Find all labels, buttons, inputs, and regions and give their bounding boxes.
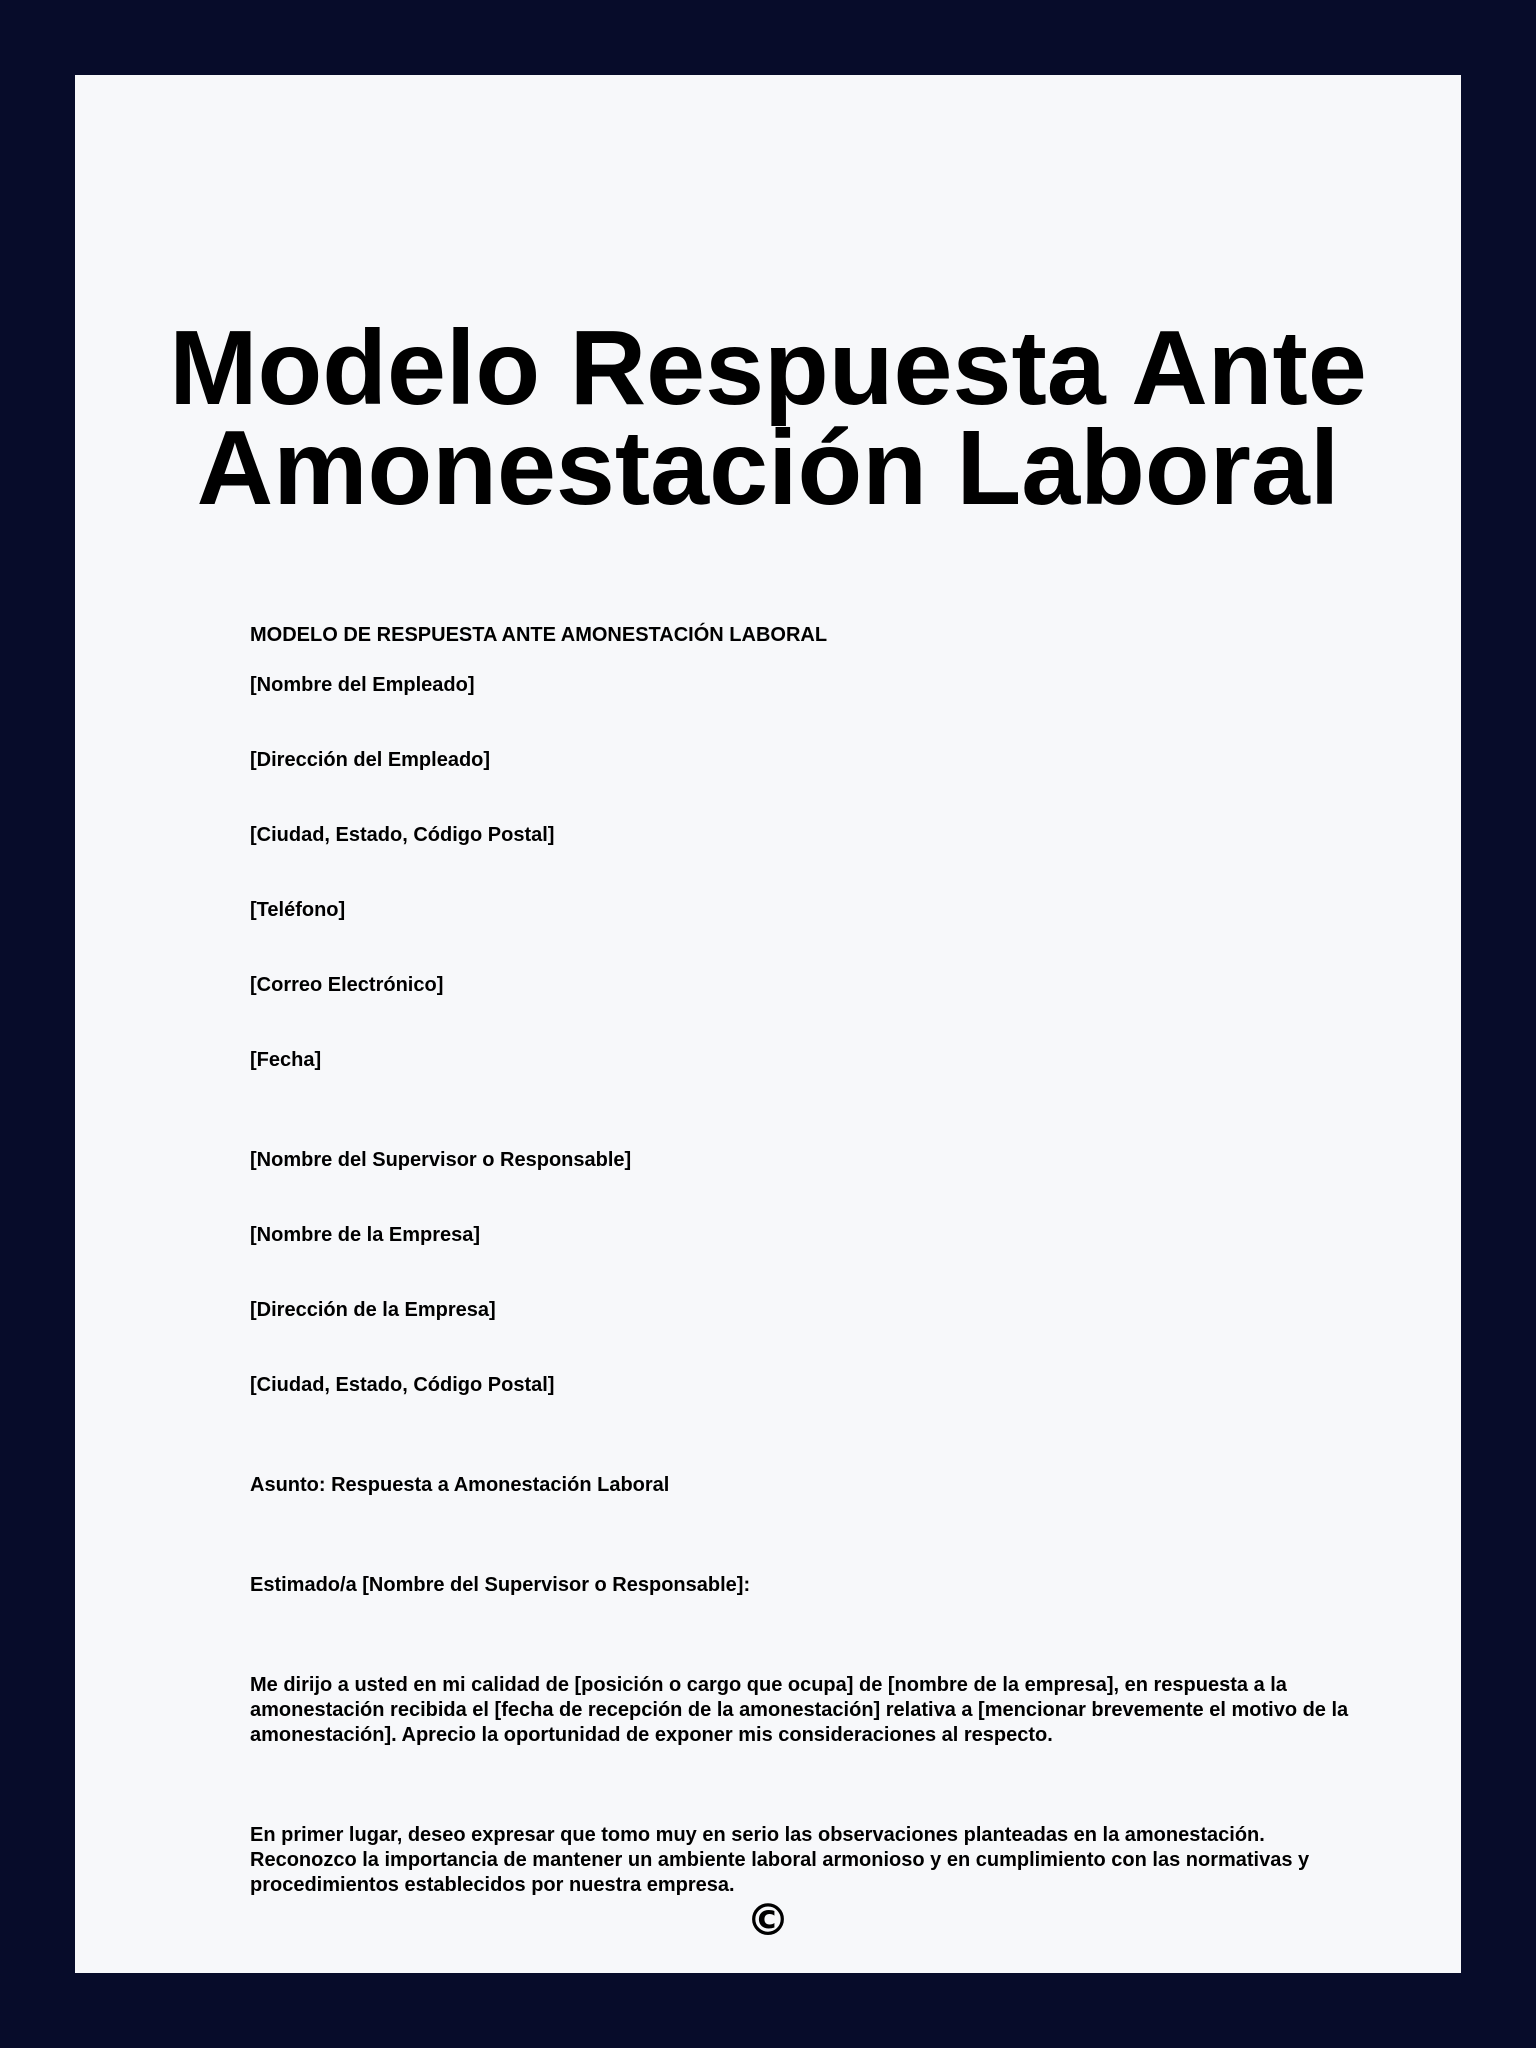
document-title [75, 309, 1461, 527]
employee-address: [Dirección del Empleado] [250, 749, 491, 771]
employee-email: [Correo Electrónico] [250, 974, 444, 996]
letter-subject: Asunto: Respuesta a Amonestación Laboral [250, 1474, 670, 1496]
company-city: [Ciudad, Estado, Código Postal] [250, 1374, 555, 1396]
title-line-1: Modelo Respuesta Ante [169, 309, 1367, 427]
document-page [75, 75, 1461, 1973]
title-line-2: Amonestación Laboral [196, 409, 1340, 527]
letter-paragraph-2: En primer lugar, deseo expresar que tomo muy en serio las observaciones planteadas en la amonestación. Reconozco la importancia de mantener un ambiente laboral armonioso y en cumplimiento con las normativas y procedimientos establecidos por nuestra empresa. [250, 1824, 1310, 1896]
letter-date: [Fecha] [250, 1049, 322, 1071]
employee-city: [Ciudad, Estado, Código Postal] [250, 824, 555, 846]
copyright-icon: © [746, 1895, 790, 1946]
employee-phone: [Teléfono] [250, 899, 346, 921]
letter-greeting: Estimado/a [Nombre del Supervisor o Responsable]: [250, 1574, 751, 1596]
company-name: [Nombre de la Empresa] [250, 1224, 481, 1246]
recipient-name: [Nombre del Supervisor o Responsable] [250, 1149, 632, 1171]
letter-heading: MODELO DE RESPUESTA ANTE AMONESTACIÓN LABORAL [250, 624, 828, 646]
company-address: [Dirección de la Empresa] [250, 1299, 496, 1321]
employee-name: [Nombre del Empleado] [250, 674, 475, 696]
letter-paragraph-1: Me dirijo a usted en mi calidad de [posición o cargo que ocupa] de [nombre de la empresa], en respuesta a la amonestación recibida el [fecha de recepción de la amonestación] relativa a [mencionar brevemente el motivo de la amonestación]. Aprecio la oportunidad de exponer mis consideraciones al respecto. [250, 1674, 1349, 1746]
